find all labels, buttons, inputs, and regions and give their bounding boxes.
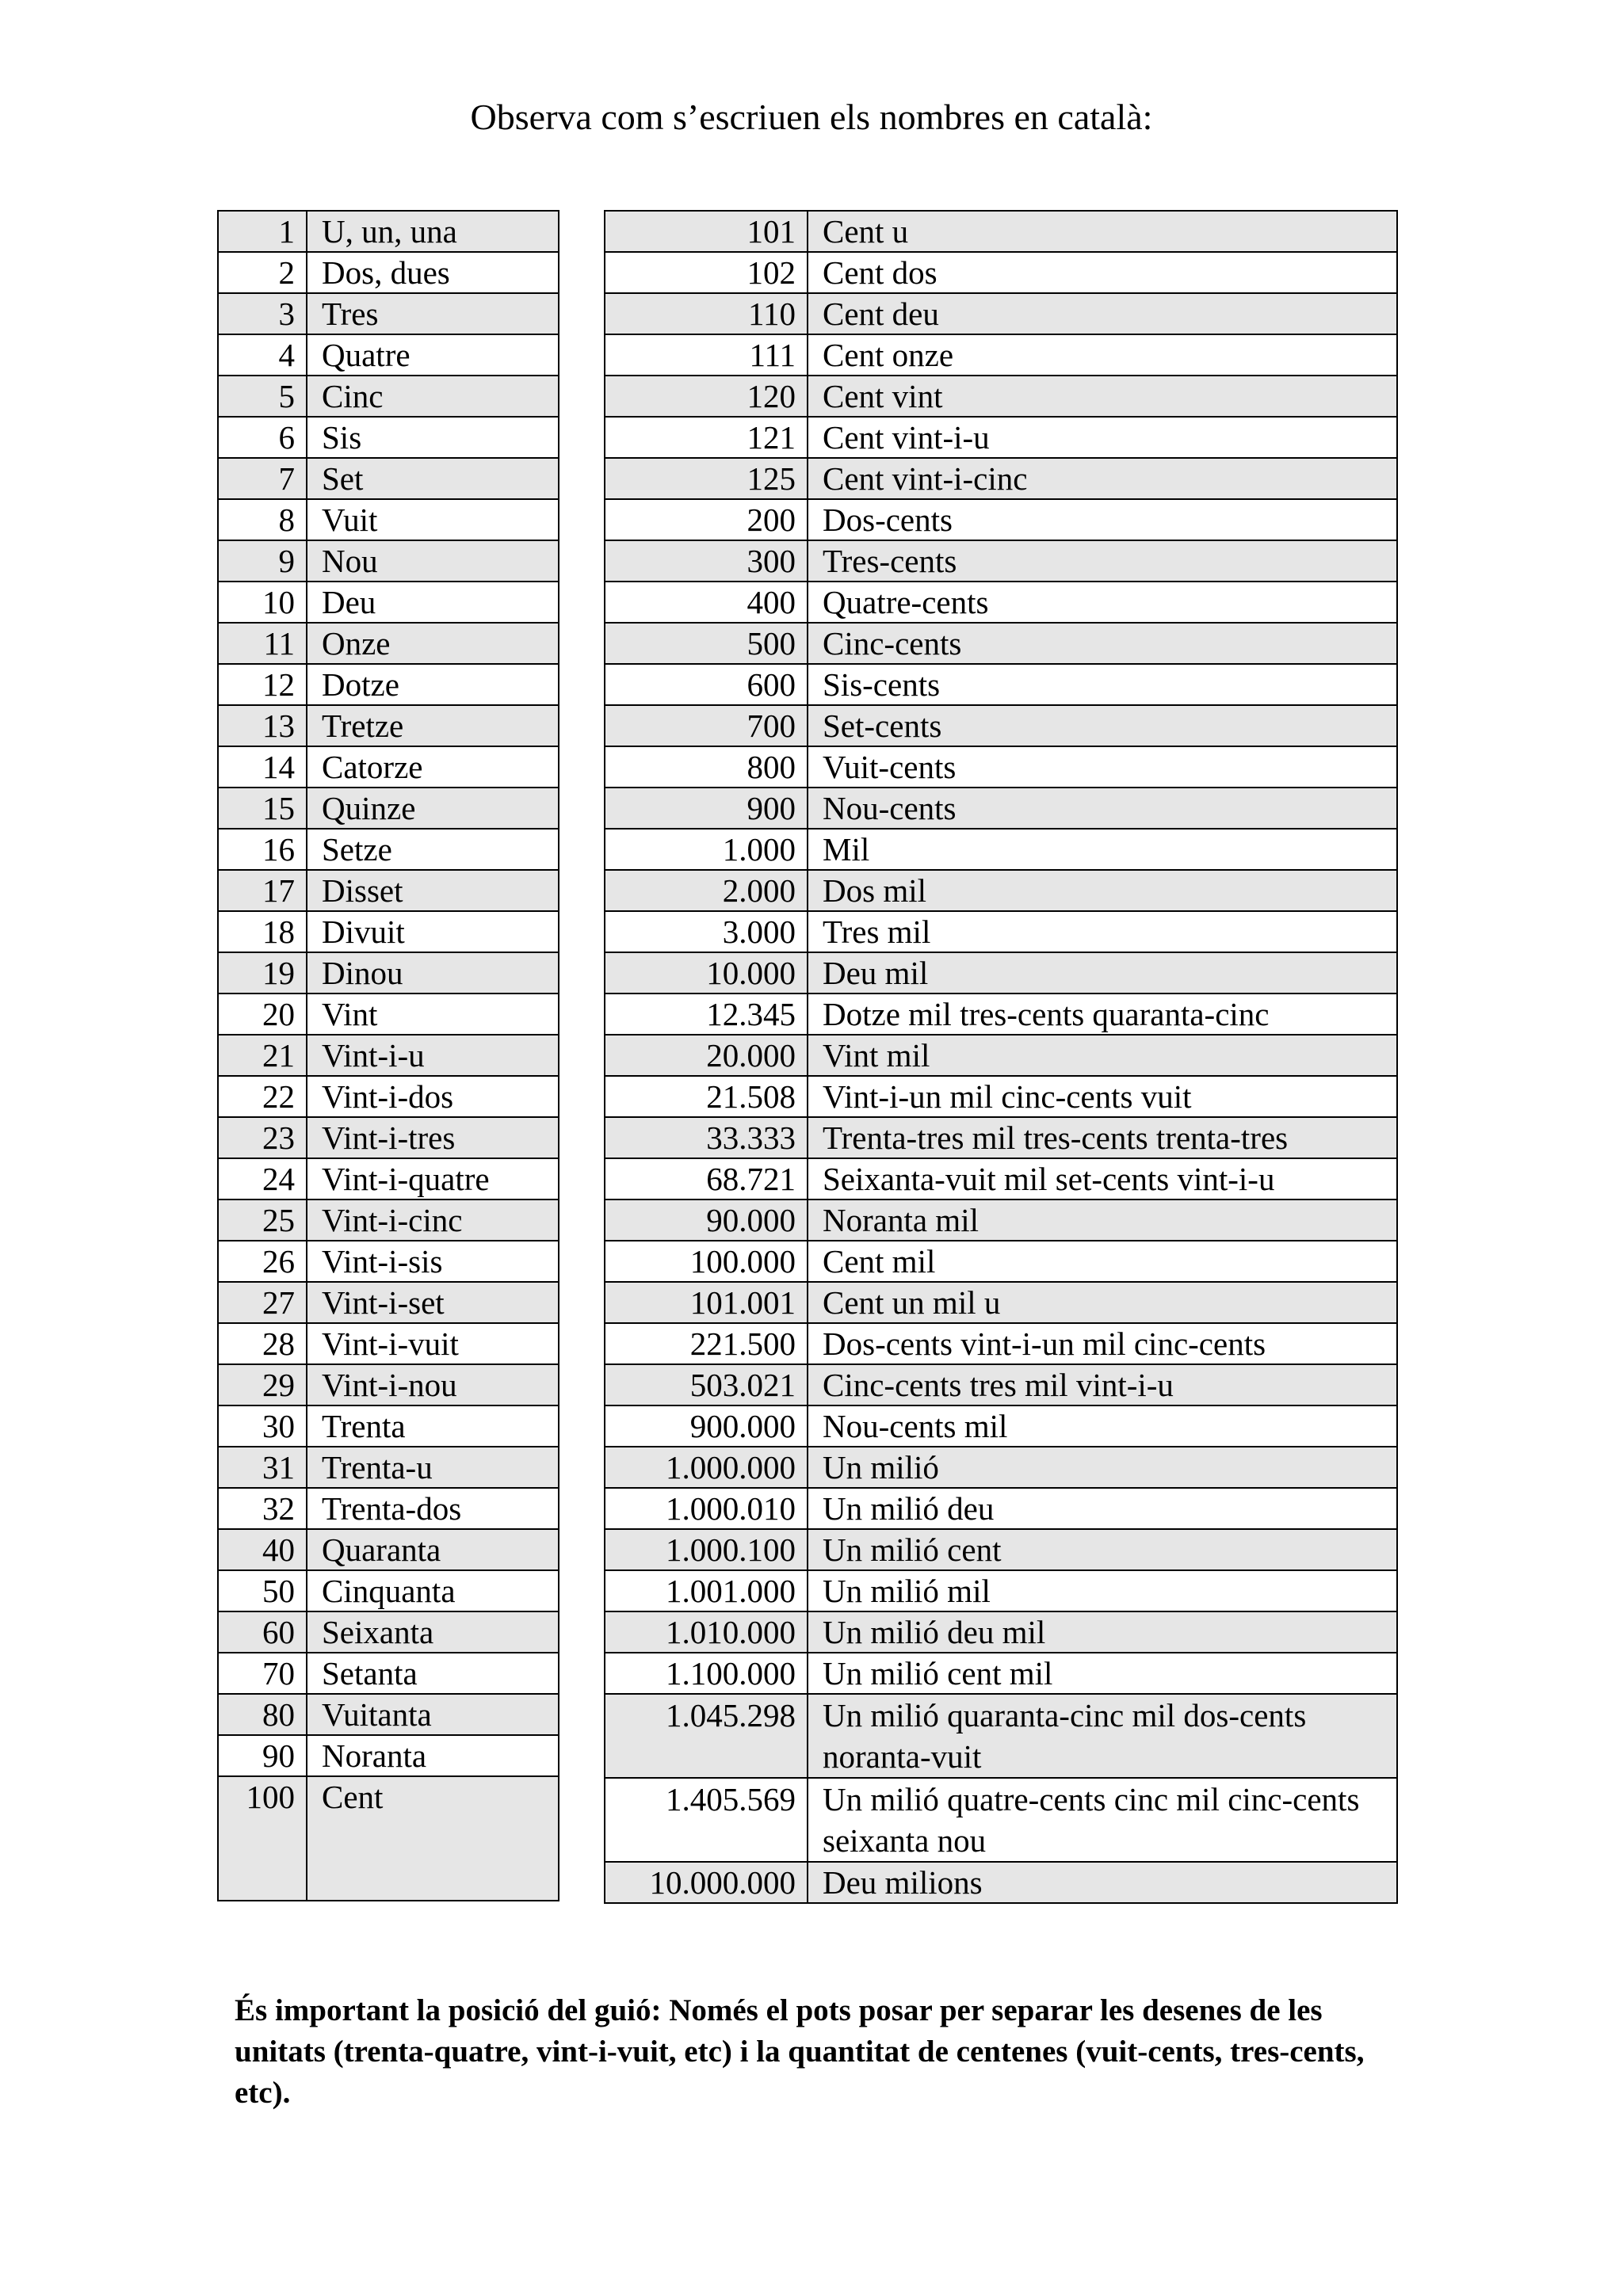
number-cell: 27 [218, 1282, 307, 1323]
word-cell: Nou-cents [808, 788, 1397, 829]
word-cell: Cinc-cents tres mil vint-i-u [808, 1364, 1397, 1405]
table-row [218, 1076, 559, 1117]
table-row [605, 1158, 1397, 1199]
table-row [218, 1241, 559, 1282]
number-cell: 28 [218, 1323, 307, 1364]
number-cell: 19 [218, 952, 307, 994]
number-cell: 13 [218, 705, 307, 746]
page-title: Observa com s’escriuen els nombres en català: [470, 97, 1153, 137]
number-cell: 11 [218, 623, 307, 664]
number-cell: 16 [218, 829, 307, 870]
word-cell: Trenta [307, 1405, 559, 1447]
table-row [605, 417, 1397, 458]
table-row [605, 540, 1397, 582]
word-cell: Un milió quaranta-cinc mil dos-cents noranta-vuit [808, 1694, 1397, 1778]
number-cell: 100 [218, 1776, 307, 1901]
number-cell: 503.021 [605, 1364, 808, 1405]
table-row [218, 1447, 559, 1488]
number-cell: 25 [218, 1199, 307, 1241]
number-cell: 900 [605, 788, 808, 829]
table-row [218, 376, 559, 417]
word-cell: Dinou [307, 952, 559, 994]
table-row [605, 788, 1397, 829]
number-cell: 12 [218, 664, 307, 705]
word-cell: Vint-i-tres [307, 1117, 559, 1158]
number-cell: 70 [218, 1653, 307, 1694]
number-cell: 1 [218, 211, 307, 252]
table-row [218, 1611, 559, 1653]
word-cell: Disset [307, 870, 559, 911]
table-row [218, 458, 559, 499]
word-cell: Dos mil [808, 870, 1397, 911]
table-row [218, 1323, 559, 1364]
number-cell: 102 [605, 252, 808, 293]
table-row [218, 293, 559, 334]
table-row [218, 417, 559, 458]
number-cell: 26 [218, 1241, 307, 1282]
table-row [218, 1694, 559, 1735]
number-cell: 101 [605, 211, 808, 252]
word-cell: Catorze [307, 746, 559, 788]
number-cell: 20 [218, 994, 307, 1035]
table-row [218, 1364, 559, 1405]
numbers-table-1-to-100 [217, 210, 559, 1901]
number-cell: 120 [605, 376, 808, 417]
table-row [605, 705, 1397, 746]
table-row [605, 1117, 1397, 1158]
table-row [605, 746, 1397, 788]
table-row [605, 1611, 1397, 1653]
number-cell: 700 [605, 705, 808, 746]
table-row [605, 829, 1397, 870]
word-cell: Dos-cents [808, 499, 1397, 540]
number-cell: 21.508 [605, 1076, 808, 1117]
number-cell: 800 [605, 746, 808, 788]
table-row [605, 1035, 1397, 1076]
number-cell: 8 [218, 499, 307, 540]
word-cell: Setanta [307, 1653, 559, 1694]
word-cell: Deu milions [808, 1862, 1397, 1903]
number-cell: 300 [605, 540, 808, 582]
number-cell: 29 [218, 1364, 307, 1405]
table-row [605, 252, 1397, 293]
table-row [218, 582, 559, 623]
word-cell: Cent dos [808, 252, 1397, 293]
number-cell: 1.000.010 [605, 1488, 808, 1529]
number-cell: 111 [605, 334, 808, 376]
number-cell: 10.000 [605, 952, 808, 994]
table-row [218, 664, 559, 705]
table-row [218, 623, 559, 664]
numbers-table-101-to-10-million [604, 210, 1398, 1904]
word-cell: Sis-cents [808, 664, 1397, 705]
number-cell: 9 [218, 540, 307, 582]
table-row [218, 994, 559, 1035]
table-row [605, 994, 1397, 1035]
word-cell: Deu [307, 582, 559, 623]
number-cell: 14 [218, 746, 307, 788]
word-cell: Vuit-cents [808, 746, 1397, 788]
table-row [218, 911, 559, 952]
table-row [605, 293, 1397, 334]
table-row [218, 788, 559, 829]
table-row [605, 499, 1397, 540]
word-cell: Vuit [307, 499, 559, 540]
table-row [605, 1323, 1397, 1364]
word-cell: Cinc-cents [808, 623, 1397, 664]
number-cell: 90.000 [605, 1199, 808, 1241]
number-cell: 60 [218, 1611, 307, 1653]
table-row [218, 870, 559, 911]
number-cell: 31 [218, 1447, 307, 1488]
word-cell: Sis [307, 417, 559, 458]
table-row [218, 1199, 559, 1241]
table-row [218, 211, 559, 252]
word-cell: Mil [808, 829, 1397, 870]
word-cell: Cent vint-i-u [808, 417, 1397, 458]
table-row [218, 1035, 559, 1076]
word-cell: Quatre [307, 334, 559, 376]
number-cell: 1.100.000 [605, 1653, 808, 1694]
table-row [605, 1282, 1397, 1323]
table-row [605, 1529, 1397, 1570]
table-row [218, 1570, 559, 1611]
word-cell: Vint-i-sis [307, 1241, 559, 1282]
table-row [218, 499, 559, 540]
word-cell: Tres [307, 293, 559, 334]
number-cell: 7 [218, 458, 307, 499]
word-cell: Tres mil [808, 911, 1397, 952]
number-cell: 125 [605, 458, 808, 499]
table-row [605, 458, 1397, 499]
word-cell: Tres-cents [808, 540, 1397, 582]
table-row [605, 376, 1397, 417]
number-cell: 24 [218, 1158, 307, 1199]
number-cell: 15 [218, 788, 307, 829]
table-row [605, 952, 1397, 994]
word-cell: Un milió [808, 1447, 1397, 1488]
word-cell: Cent u [808, 211, 1397, 252]
number-cell: 1.000.000 [605, 1447, 808, 1488]
number-cell: 10 [218, 582, 307, 623]
table-row [605, 582, 1397, 623]
word-cell: Cent [307, 1776, 559, 1901]
table-row [605, 1241, 1397, 1282]
word-cell: Vuitanta [307, 1694, 559, 1735]
hyphen-rule-note: És important la posició del guió: Només el pots posar per separar les desenes de les unitats (trenta-quatre, vint-i-vuit, etc) i la quantitat de centenes (vuit-cents, tres-cents, etc). [235, 1993, 1365, 2110]
number-cell: 23 [218, 1117, 307, 1158]
word-cell: Vint [307, 994, 559, 1035]
word-cell: Cent un mil u [808, 1282, 1397, 1323]
number-cell: 3.000 [605, 911, 808, 952]
table-row [218, 952, 559, 994]
table-row [605, 1862, 1397, 1903]
table-row [218, 705, 559, 746]
number-cell: 1.405.569 [605, 1778, 808, 1862]
number-cell: 1.045.298 [605, 1694, 808, 1778]
word-cell: Trenta-u [307, 1447, 559, 1488]
table-row [605, 1653, 1397, 1694]
word-cell: Vint-i-quatre [307, 1158, 559, 1199]
word-cell: Quaranta [307, 1529, 559, 1570]
number-cell: 2.000 [605, 870, 808, 911]
table-row [218, 1529, 559, 1570]
word-cell: Un milió mil [808, 1570, 1397, 1611]
word-cell: Noranta [307, 1735, 559, 1776]
word-cell: Seixanta-vuit mil set-cents vint-i-u [808, 1158, 1397, 1199]
number-cell: 18 [218, 911, 307, 952]
word-cell: Noranta mil [808, 1199, 1397, 1241]
word-cell: Quatre-cents [808, 582, 1397, 623]
word-cell: Vint-i-dos [307, 1076, 559, 1117]
number-cell: 50 [218, 1570, 307, 1611]
number-cell: 30 [218, 1405, 307, 1447]
word-cell: Tretze [307, 705, 559, 746]
table-row [218, 1158, 559, 1199]
number-cell: 32 [218, 1488, 307, 1529]
number-cell: 500 [605, 623, 808, 664]
word-cell: Cent vint [808, 376, 1397, 417]
number-cell: 5 [218, 376, 307, 417]
number-cell: 4 [218, 334, 307, 376]
word-cell: Un milió deu [808, 1488, 1397, 1529]
number-cell: 22 [218, 1076, 307, 1117]
word-cell: Trenta-dos [307, 1488, 559, 1529]
number-cell: 110 [605, 293, 808, 334]
table-row [218, 540, 559, 582]
word-cell: Un milió deu mil [808, 1611, 1397, 1653]
table-row [605, 1199, 1397, 1241]
table-row [605, 623, 1397, 664]
word-cell: Cent mil [808, 1241, 1397, 1282]
table-row [218, 1776, 559, 1901]
number-cell: 6 [218, 417, 307, 458]
table-row [218, 1282, 559, 1323]
table-row [605, 334, 1397, 376]
number-cell: 400 [605, 582, 808, 623]
word-cell: Seixanta [307, 1611, 559, 1653]
word-cell: Vint-i-set [307, 1282, 559, 1323]
word-cell: Divuit [307, 911, 559, 952]
number-cell: 2 [218, 252, 307, 293]
word-cell: Un milió cent mil [808, 1653, 1397, 1694]
number-cell: 600 [605, 664, 808, 705]
table-row [218, 1735, 559, 1776]
word-cell: Dos, dues [307, 252, 559, 293]
number-cell: 21 [218, 1035, 307, 1076]
word-cell: Vint-i-cinc [307, 1199, 559, 1241]
table-row [218, 1117, 559, 1158]
word-cell: Vint-i-u [307, 1035, 559, 1076]
number-cell: 1.001.000 [605, 1570, 808, 1611]
word-cell: Nou [307, 540, 559, 582]
word-cell: Cent onze [808, 334, 1397, 376]
number-cell: 200 [605, 499, 808, 540]
table-row [605, 870, 1397, 911]
table-row [218, 1653, 559, 1694]
table-row [605, 1405, 1397, 1447]
table-row [218, 1405, 559, 1447]
number-cell: 68.721 [605, 1158, 808, 1199]
number-cell: 221.500 [605, 1323, 808, 1364]
number-cell: 3 [218, 293, 307, 334]
table-row [218, 829, 559, 870]
number-cell: 20.000 [605, 1035, 808, 1076]
table-row [218, 1488, 559, 1529]
table-row [605, 911, 1397, 952]
word-cell: Quinze [307, 788, 559, 829]
table-row [605, 1364, 1397, 1405]
number-cell: 40 [218, 1529, 307, 1570]
word-cell: Trenta-tres mil tres-cents trenta-tres [808, 1117, 1397, 1158]
number-cell: 10.000.000 [605, 1862, 808, 1903]
table-row [218, 334, 559, 376]
table-row [218, 746, 559, 788]
word-cell: Vint mil [808, 1035, 1397, 1076]
word-cell: Cinquanta [307, 1570, 559, 1611]
number-cell: 101.001 [605, 1282, 808, 1323]
number-cell: 1.010.000 [605, 1611, 808, 1653]
table-row [605, 211, 1397, 252]
table-row [605, 1488, 1397, 1529]
word-cell: Deu mil [808, 952, 1397, 994]
word-cell: Onze [307, 623, 559, 664]
table-row [605, 1447, 1397, 1488]
word-cell: Vint-i-un mil cinc-cents vuit [808, 1076, 1397, 1117]
number-cell: 121 [605, 417, 808, 458]
number-cell: 90 [218, 1735, 307, 1776]
word-cell: Dos-cents vint-i-un mil cinc-cents [808, 1323, 1397, 1364]
word-cell: Nou-cents mil [808, 1405, 1397, 1447]
number-cell: 12.345 [605, 994, 808, 1035]
word-cell: Set-cents [808, 705, 1397, 746]
table-row [605, 1694, 1397, 1778]
number-cell: 100.000 [605, 1241, 808, 1282]
word-cell: Cinc [307, 376, 559, 417]
word-cell: U, un, una [307, 211, 559, 252]
word-cell: Dotze [307, 664, 559, 705]
number-cell: 900.000 [605, 1405, 808, 1447]
number-cell: 80 [218, 1694, 307, 1735]
table-row [605, 1778, 1397, 1862]
number-cell: 1.000 [605, 829, 808, 870]
word-cell: Set [307, 458, 559, 499]
word-cell: Vint-i-vuit [307, 1323, 559, 1364]
table-row [605, 1570, 1397, 1611]
number-cell: 1.000.100 [605, 1529, 808, 1570]
word-cell: Vint-i-nou [307, 1364, 559, 1405]
table-row [605, 1076, 1397, 1117]
word-cell: Un milió cent [808, 1529, 1397, 1570]
number-cell: 33.333 [605, 1117, 808, 1158]
word-cell: Cent deu [808, 293, 1397, 334]
word-cell: Dotze mil tres-cents quaranta-cinc [808, 994, 1397, 1035]
word-cell: Setze [307, 829, 559, 870]
table-row [605, 664, 1397, 705]
table-row [218, 252, 559, 293]
number-cell: 17 [218, 870, 307, 911]
word-cell: Un milió quatre-cents cinc mil cinc-cents seixanta nou [808, 1778, 1397, 1862]
word-cell: Cent vint-i-cinc [808, 458, 1397, 499]
